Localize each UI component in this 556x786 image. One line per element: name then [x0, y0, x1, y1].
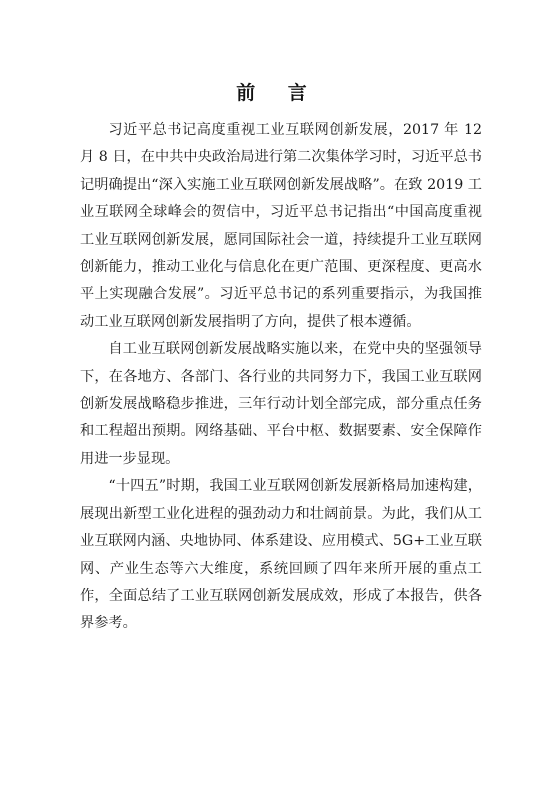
document-body — [80, 117, 482, 638]
paragraph-1: 习近平总书记高度重视工业互联网创新发展，2017 年 12 月 8 日，在中共中央政治局进行第二次集体学习时，习近平总书记明确提出“深入实施工业互联网创新发展战略”。在致 2019 工业互联网全球峰会的贺信中，习近平总书记指出“中国高度重视工业互联网创新发展，愿同国际社会一道，持续提升工业互联网创新能力，推动工业化与信息化在更广范围、更深程度、更高水平上实现融合发展”。习近平总书记的系列重要指示，为我国推动工业互联网创新发展指明了方向，提供了根本遵循。 — [80, 122, 482, 330]
paragraph-3: “十四五”时期，我国工业互联网创新发展新格局加速构建，展现出新型工业化进程的强劲动力和壮阔前景。为此，我们从工业互联网内涵、央地协同、体系建设、应用模式、5G+工业互联网、产业生态等六大维度，系统回顾了四年来所开展的重点工作，全面总结了工业互联网创新发展成效，形成了本报告，供各界参考。 — [80, 478, 482, 632]
paragraph-2: 自工业互联网创新发展战略实施以来，在党中央的坚强领导下，在各地方、各部门、各行业的共同努力下，我国工业互联网创新发展战略稳步推进，三年行动计划全部完成，部分重点任务和工程超出预期。网络基础、平台中枢、数据要素、安全保障作用进一步显现。 — [80, 341, 482, 467]
page-title: 前 言 — [236, 82, 320, 104]
